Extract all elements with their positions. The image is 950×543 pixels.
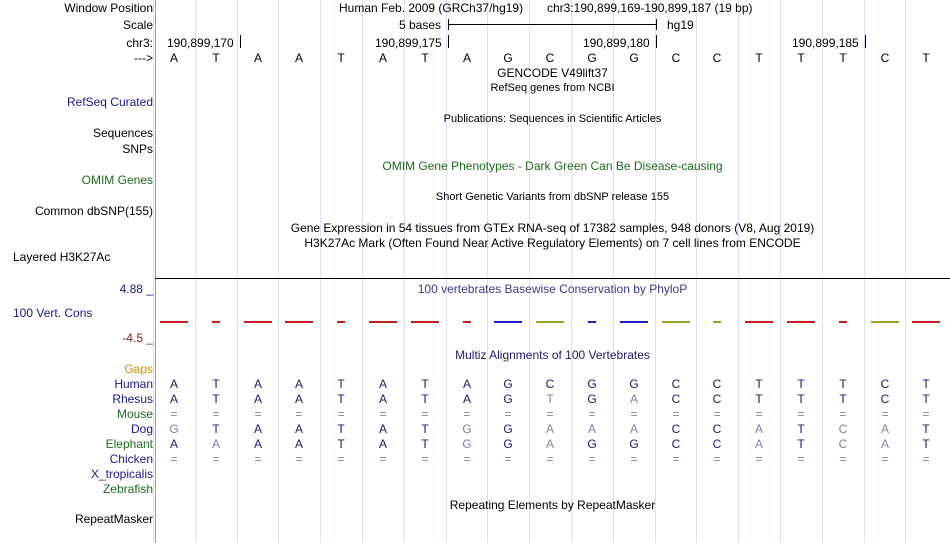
alignment-base: T <box>797 437 805 451</box>
alignment-base: T <box>755 377 763 391</box>
alignment-base: T <box>421 392 429 406</box>
alignment-base: T <box>421 422 429 436</box>
alignment-base: G <box>462 437 472 451</box>
scale-bar-left-cap <box>448 19 449 30</box>
alignment-base: = <box>672 407 680 421</box>
window-position-label[interactable]: Window Position <box>64 1 153 15</box>
alignment-base: = <box>254 407 262 421</box>
alignment-base: A <box>211 437 220 451</box>
species-label[interactable]: X_tropicalis <box>90 467 153 481</box>
alignment-base: A <box>629 422 638 436</box>
snps-label[interactable]: SNPs <box>122 142 153 156</box>
repeatmasker-label[interactable]: RepeatMasker <box>74 512 153 526</box>
conservation-mark <box>662 321 690 323</box>
alignment-base: T <box>797 377 805 391</box>
alignment-base: = <box>713 452 721 466</box>
alignment-base: = <box>504 407 512 421</box>
alignment-base: = <box>839 452 847 466</box>
alignment-base: = <box>212 452 220 466</box>
gaps-label[interactable]: Gaps <box>124 362 153 376</box>
conservation-mark <box>713 321 721 323</box>
alignment-base: G <box>587 377 597 391</box>
alignment-base: = <box>295 452 303 466</box>
alignment-base: T <box>212 392 220 406</box>
alignment-base: C <box>712 377 722 391</box>
alignment-base: C <box>712 422 722 436</box>
100-vert-cons-label[interactable]: 100 Vert. Cons <box>13 306 93 320</box>
conservation-mark <box>494 321 522 323</box>
alignment-base: A <box>754 422 763 436</box>
conservation-track-title: 100 vertebrates Basewise Conservation by PhyloP <box>417 282 688 296</box>
chrom-label[interactable]: chr3: <box>126 36 153 50</box>
alignment-base: T <box>337 392 345 406</box>
alignment-base: T <box>212 377 220 391</box>
alignment-base: A <box>253 392 262 406</box>
conservation-mark <box>411 321 439 323</box>
alignment-base: T <box>839 377 847 391</box>
alignment-base: T <box>421 437 429 451</box>
alignment-base: = <box>797 407 805 421</box>
alignment-base: T <box>922 437 930 451</box>
alignment-base: G <box>169 422 179 436</box>
ruler-tick-label: 190,899,185 <box>792 36 859 50</box>
alignment-base: C <box>545 377 555 391</box>
alignment-base: A <box>294 377 303 391</box>
conservation-ymin-label: -4.5 _ <box>122 331 153 345</box>
alignment-base: A <box>462 392 471 406</box>
alignment-base: A <box>462 377 471 391</box>
alignment-base: = <box>463 452 471 466</box>
alignment-base: C <box>671 422 681 436</box>
alignment-base: = <box>170 407 178 421</box>
h3k27ac-track-title: H3K27Ac Mark (Often Found Near Active Regulatory Elements) on 7 cell lines from ENCODE <box>304 236 801 250</box>
refseq-curated-label[interactable]: RefSeq Curated <box>66 95 153 109</box>
scale-assembly: hg19 <box>667 18 694 32</box>
alignment-base: C <box>838 437 848 451</box>
alignment-base: T <box>337 377 345 391</box>
conservation-mark <box>536 321 564 323</box>
alignment-base: = <box>672 452 680 466</box>
alignment-base: = <box>337 407 345 421</box>
species-label[interactable]: Human <box>114 377 153 391</box>
alignment-base: = <box>212 407 220 421</box>
conservation-mark <box>871 321 899 323</box>
reference-base: G <box>587 51 597 65</box>
alignment-base: = <box>463 407 471 421</box>
base-guide-line <box>153 0 154 543</box>
alignment-base: = <box>546 407 554 421</box>
sequences-label[interactable]: Sequences <box>92 126 153 140</box>
alignment-base: G <box>629 437 639 451</box>
reference-base: T <box>797 51 805 65</box>
alignment-base: G <box>587 392 597 406</box>
reference-base: T <box>839 51 847 65</box>
refseq-track-subtitle: RefSeq genes from NCBI <box>490 82 615 94</box>
scale-bar <box>448 24 656 25</box>
layered-h3k27ac-label[interactable]: Layered H3K27Ac <box>13 250 111 264</box>
alignment-base: = <box>588 452 596 466</box>
reference-base: T <box>755 51 763 65</box>
alignment-base: = <box>755 407 763 421</box>
conservation-mark <box>285 321 313 323</box>
alignment-base: = <box>295 407 303 421</box>
alignment-base: = <box>170 452 178 466</box>
assembly-text: Human Feb. 2009 (GRCh37/hg19) <box>339 1 524 15</box>
alignment-base: A <box>880 437 889 451</box>
reference-base: T <box>922 51 930 65</box>
alignment-base: G <box>629 377 639 391</box>
reference-base: C <box>880 51 890 65</box>
multiz-track-title: Multiz Alignments of 100 Vertebrates <box>455 348 650 362</box>
alignment-base: G <box>503 437 513 451</box>
alignment-base: A <box>378 377 387 391</box>
alignment-base: = <box>421 452 429 466</box>
alignment-base: A <box>169 437 178 451</box>
alignment-base: T <box>839 392 847 406</box>
alignment-base: T <box>797 422 805 436</box>
repeatmasker-track-title: Repeating Elements by RepeatMasker <box>449 498 656 512</box>
alignment-base: C <box>712 392 722 406</box>
alignment-base: = <box>922 452 930 466</box>
alignment-base: = <box>254 452 262 466</box>
reference-base: A <box>253 51 262 65</box>
alignment-base: C <box>880 377 890 391</box>
ruler-tick <box>865 35 866 48</box>
omim-track-title: OMIM Gene Phenotypes - Dark Green Can Be Disease-causing <box>382 159 723 173</box>
alignment-base: = <box>881 407 889 421</box>
publications-track-title: Publications: Sequences in Scientific Articles <box>443 113 662 125</box>
conservation-mark <box>337 321 345 323</box>
alignment-base: T <box>922 422 930 436</box>
alignment-base: A <box>629 392 638 406</box>
alignment-base: A <box>169 377 178 391</box>
conservation-mark <box>745 321 773 323</box>
alignment-base: A <box>253 422 262 436</box>
species-label[interactable]: Rhesus <box>112 392 153 406</box>
ruler-tick-label: 190,899,170 <box>167 36 234 50</box>
conservation-ymax-label: 4.88 _ <box>119 282 153 296</box>
reference-base: A <box>294 51 303 65</box>
alignment-base: = <box>713 407 721 421</box>
alignment-base: A <box>294 437 303 451</box>
dbsnp-track-title: Short Genetic Variants from dbSNP release 155 <box>435 191 670 203</box>
alignment-base: G <box>503 422 513 436</box>
position-text: chr3:190,899,169-190,899,187 (19 bp) <box>547 1 753 15</box>
conservation-mark <box>588 321 596 323</box>
alignment-base: A <box>587 422 596 436</box>
reference-base: T <box>337 51 345 65</box>
scale-label[interactable]: Scale <box>122 18 153 32</box>
alignment-base: C <box>712 437 722 451</box>
alignment-base: A <box>253 437 262 451</box>
ruler-tick <box>656 35 657 48</box>
species-label[interactable]: Dog <box>130 422 153 436</box>
scale-bar-text: 5 bases <box>399 18 442 32</box>
species-label[interactable]: Zebrafish <box>102 482 153 496</box>
alignment-base: = <box>881 452 889 466</box>
alignment-base: G <box>587 437 597 451</box>
reference-base: A <box>378 51 387 65</box>
alignment-base: = <box>546 452 554 466</box>
alignment-base: G <box>462 422 472 436</box>
alignment-base: = <box>337 452 345 466</box>
alignment-base: A <box>294 392 303 406</box>
alignment-base: = <box>379 452 387 466</box>
alignment-base: A <box>294 422 303 436</box>
conservation-mark <box>244 321 272 323</box>
alignment-base: = <box>755 452 763 466</box>
conservation-mark <box>839 321 847 323</box>
conservation-mark <box>787 321 815 323</box>
alignment-base: A <box>253 377 262 391</box>
alignment-base: G <box>503 392 513 406</box>
alignment-base: T <box>922 392 930 406</box>
reference-base: G <box>629 51 639 65</box>
alignment-base: A <box>880 422 889 436</box>
reference-base: T <box>212 51 220 65</box>
species-label[interactable]: Chicken <box>109 452 153 466</box>
reference-base: C <box>671 51 681 65</box>
alignment-base: = <box>630 407 638 421</box>
alignment-base: = <box>379 407 387 421</box>
alignment-base: T <box>546 392 554 406</box>
alignment-base: T <box>797 392 805 406</box>
alignment-base: T <box>755 392 763 406</box>
alignment-base: = <box>839 407 847 421</box>
alignment-base: = <box>504 452 512 466</box>
species-label[interactable]: Mouse <box>116 407 153 421</box>
reference-base: C <box>545 51 555 65</box>
alignment-base: C <box>671 437 681 451</box>
track-separator-line <box>155 278 950 279</box>
reference-base: G <box>503 51 513 65</box>
alignment-base: = <box>922 407 930 421</box>
reference-base: A <box>169 51 178 65</box>
alignment-base: T <box>421 377 429 391</box>
ruler-tick-label: 190,899,180 <box>583 36 650 50</box>
gtex-track-title: Gene Expression in 54 tissues from GTEx RNA-seq of 17382 samples, 948 donors (V8, Aug 2019) <box>290 221 815 235</box>
conservation-mark <box>212 321 220 323</box>
alignment-base: A <box>169 392 178 406</box>
alignment-base: T <box>337 437 345 451</box>
ruler-tick <box>448 35 449 48</box>
alignment-base: A <box>545 422 554 436</box>
alignment-base: C <box>880 392 890 406</box>
alignment-base: A <box>545 437 554 451</box>
conservation-mark <box>620 321 648 323</box>
omim-genes-label[interactable]: OMIM Genes <box>81 173 153 187</box>
conservation-mark <box>160 321 188 323</box>
alignment-base: = <box>630 452 638 466</box>
scale-bar-right-cap <box>656 19 657 30</box>
conservation-mark <box>463 321 471 323</box>
species-label[interactable]: Elephant <box>105 437 153 451</box>
alignment-base: C <box>671 392 681 406</box>
alignment-base: T <box>337 422 345 436</box>
alignment-base: = <box>421 407 429 421</box>
reference-base: T <box>421 51 429 65</box>
alignment-base: C <box>671 377 681 391</box>
reference-base: A <box>462 51 471 65</box>
common-dbsnp-label[interactable]: Common dbSNP(155) <box>34 204 153 218</box>
alignment-base: A <box>754 437 763 451</box>
conservation-mark <box>369 321 397 323</box>
strand-label[interactable]: ---> <box>134 51 153 65</box>
alignment-base: A <box>378 392 387 406</box>
alignment-base: T <box>922 377 930 391</box>
gencode-track-title: GENCODE V49lift37 <box>497 66 608 80</box>
alignment-base: = <box>797 452 805 466</box>
ruler-tick <box>240 35 241 48</box>
alignment-base: A <box>378 437 387 451</box>
alignment-base: C <box>838 422 848 436</box>
alignment-base: T <box>212 422 220 436</box>
alignment-base: G <box>503 377 513 391</box>
alignment-base: = <box>588 407 596 421</box>
conservation-mark <box>912 321 940 323</box>
reference-base: C <box>712 51 722 65</box>
alignment-base: A <box>378 422 387 436</box>
ruler-tick-label: 190,899,175 <box>375 36 442 50</box>
